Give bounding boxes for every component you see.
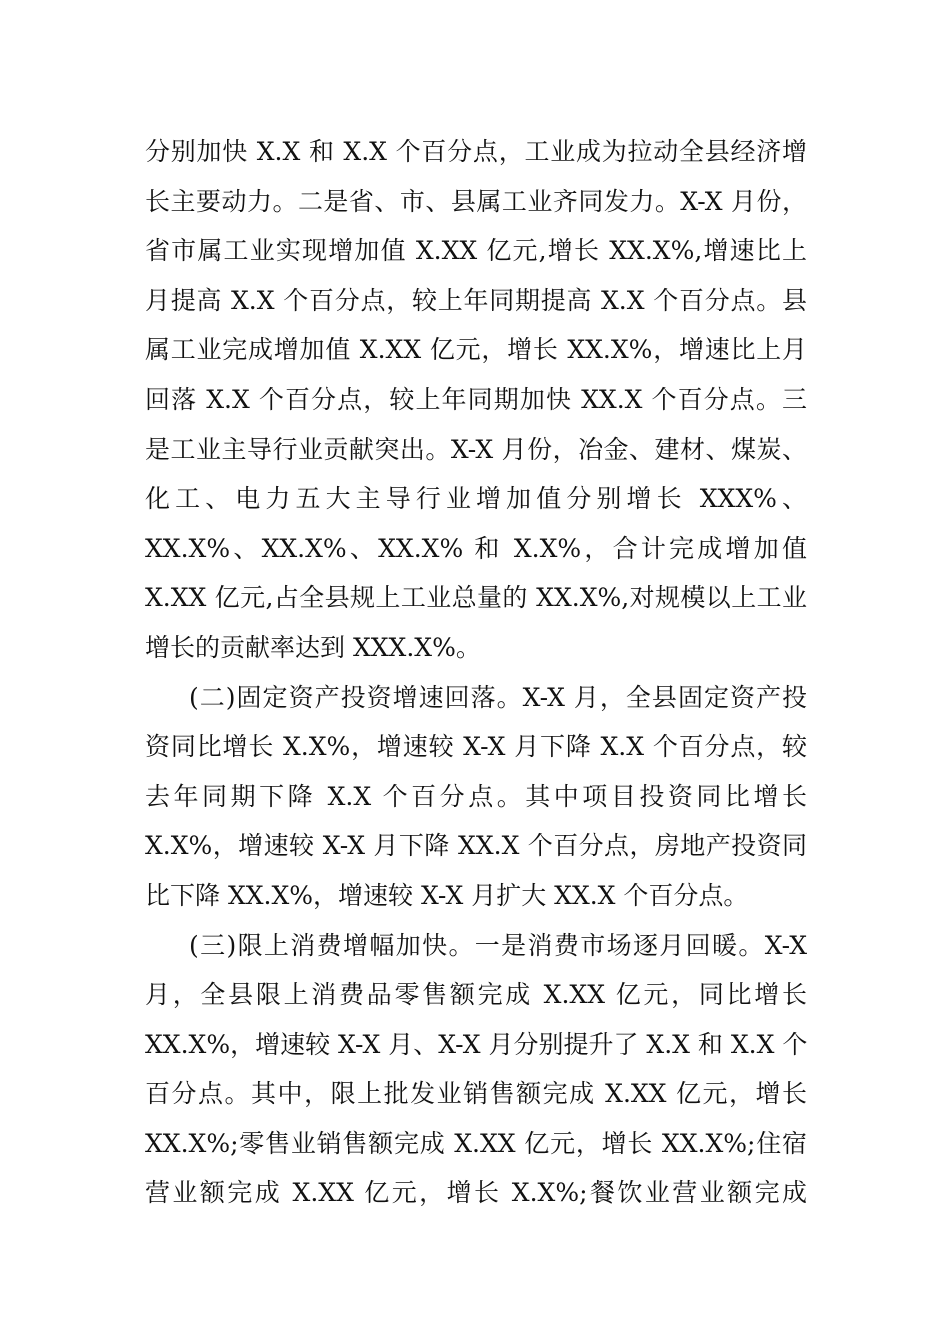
section-heading-line: (二)固定资产投资增速回落。X-X 月，全县固定资产投 [189,682,807,712]
section-heading-line: (三)限上消费增幅加快。一是消费市场逐月回暖。X-X [189,930,807,960]
text-line: 营业额完成 X.XX 亿元，增长 X.X%;餐饮业营业额完成 [145,1178,807,1208]
text-line: 月提高 X.X 个百分点，较上年同期提高 X.X 个百分点。县 [145,285,807,315]
text-line: XX.X%;零售业销售额完成 X.XX 亿元，增长 XX.X%;住宿 [145,1128,807,1158]
text-line: 化工、电力五大主导行业增加值分别增长 XXX%、 [145,484,807,514]
text-line: 百分点。其中，限上批发业销售额完成 X.XX 亿元，增长 [145,1079,807,1109]
text-line: 属工业完成增加值 X.XX 亿元，增长 XX.X%，增速比上月 [145,335,807,365]
text-line: XX.X%，增速较 X-X 月、X-X 月分别提升了 X.X 和 X.X 个 [145,1029,808,1059]
text-line: 省市属工业实现增加值 X.XX 亿元,增长 XX.X%,增速比上 [145,236,807,266]
text-line: 分别加快 X.X 和 X.X 个百分点，工业成为拉动全县经济增 [145,137,807,166]
text-line: 去年同期下降 X.X 个百分点。其中项目投资同比增长 [145,781,807,811]
text-line: 资同比增长 X.X%，增速较 X-X 月下降 X.X 个百分点，较 [145,732,807,762]
text-line: XX.X%、XX.X%、XX.X% 和 X.X%，合计完成增加值 [145,533,807,563]
text-line: 是工业主导行业贡献突出。X-X 月份，冶金、建材、煤炭、 [145,434,807,464]
text-line: 增长的贡献率达到 XXX.X%。 [145,632,481,662]
text-line: 回落 X.X 个百分点，较上年同期加快 XX.X 个百分点。三 [145,384,807,414]
text-line: 长主要动力。二是省、市、县属工业齐同发力。X-X 月份， [145,186,807,216]
text-line: 比下降 XX.X%，增速较 X-X 月扩大 XX.X 个百分点。 [145,880,749,910]
body-text [145,127,807,1218]
text-line: X.X%，增速较 X-X 月下降 XX.X 个百分点，房地产投资同 [145,831,807,861]
text-line: X.XX 亿元,占全县规上工业总量的 XX.X%,对规模以上工业 [145,583,807,613]
text-line: 月，全县限上消费品零售额完成 X.XX 亿元，同比增长 [145,980,807,1010]
